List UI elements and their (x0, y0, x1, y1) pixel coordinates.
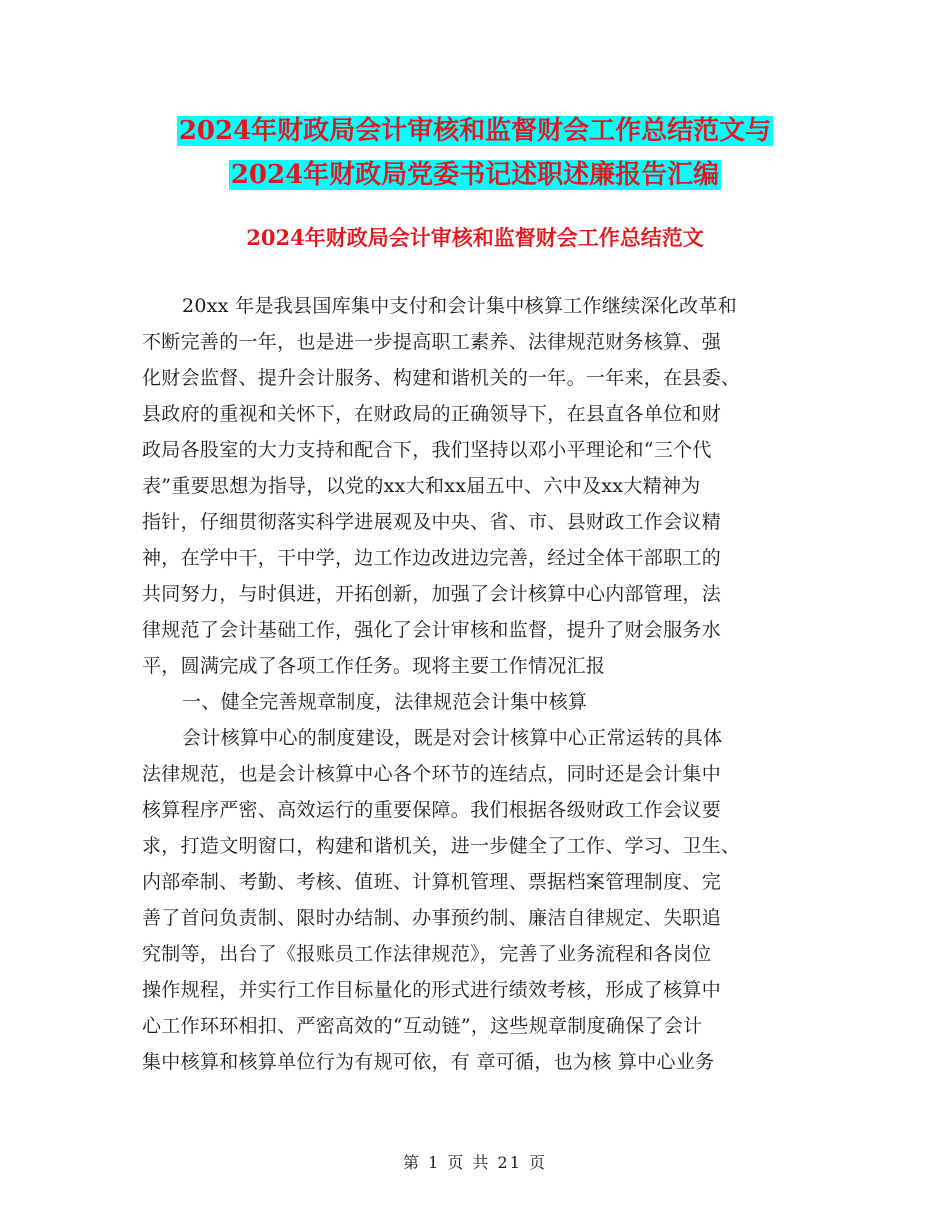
section-title: 2024年财政局会计审核和监督财会工作总结范文 (246, 225, 704, 250)
paragraph-line: 法律规范，也是会计核算中心各个环节的连结点，同时还是会计集中 (142, 763, 722, 785)
document-title-line-1 (0, 111, 950, 151)
paragraph-line: 指针，仔细贯彻落实科学进展观及中央、省、市、县财政工作会议精 (142, 511, 722, 533)
title-highlight: 2024年财政局党委书记述职述廉报告汇编 (230, 160, 720, 190)
paragraph-line: 律规范了会计基础工作，强化了会计审核和监督，提升了财会服务水 (142, 619, 722, 641)
paragraph-line: 核算程序严密、高效运行的重要保障。我们根据各级财政工作会议要 (142, 799, 722, 821)
paragraph-line: 平，圆满完成了各项工作任务。现将主要工作情况汇报 (142, 655, 606, 677)
body-text (142, 288, 822, 1080)
paragraph-line: 心工作环环相扣、严密高效的“互动链”，这些规章制度确保了会计 (142, 1015, 703, 1037)
paragraph-line: 不断完善的一年，也是进一步提高职工素养、法律规范财务核算、强 (142, 331, 722, 353)
paragraph-line: 化财会监督、提升会计服务、构建和谐机关的一年。一年来，在县委、 (142, 367, 741, 389)
paragraph-line: 神，在学中干，干中学，边工作边改进边完善，经过全体干部职工的 (142, 547, 722, 569)
paragraph-line: 表”重要思想为指导，以党的xx大和xx届五中、六中及xx大精神为 (142, 475, 701, 497)
paragraph-line: 善了首问负责制、限时办结制、办事预约制、廉洁自律规定、失职追 (142, 907, 722, 929)
paragraph-line: 会计核算中心的制度建设，既是对会计核算中心正常运转的具体 (182, 727, 723, 749)
paragraph-line: 内部牵制、考勤、考核、值班、计算机管理、票据档案管理制度、完 (142, 871, 722, 893)
paragraph-line: 共同努力，与时俱进，开拓创新，加强了会计核算中心内部管理，法 (142, 583, 722, 605)
paragraph-line: 政局各股室的大力支持和配合下，我们坚持以邓小平理论和“三个代 (142, 439, 712, 461)
paragraph-line: 操作规程，并实行工作目标量化的形式进行绩效考核，形成了核算中 (142, 979, 722, 1001)
paragraph-line: 20xx 年是我县国库集中支付和会计集中核算工作继续深化改革和 (182, 295, 737, 317)
paragraph-line: 集中核算和核算单位行为有规可依，有 章可循，也为核 算中心业务 (142, 1051, 715, 1073)
page-footer: 第 1 页 共 21 页 (403, 1153, 547, 1172)
subheading-line: 一、健全完善规章制度，法律规范会计集中核算 (182, 691, 588, 713)
paragraph-line: 县政府的重视和关怀下，在财政局的正确领导下，在县直各单位和财 (142, 403, 722, 425)
document-title-line-2 (0, 155, 950, 195)
paragraph-line: 求，打造文明窗口，构建和谐机关，进一步健全了工作、学习、卫生、 (142, 835, 741, 857)
paragraph-line: 究制等，出台了《报账员工作法律规范》，完善了业务流程和各岗位 (142, 943, 712, 965)
title-highlight: 2024年财政局会计审核和监督财会工作总结范文与 (178, 116, 772, 146)
